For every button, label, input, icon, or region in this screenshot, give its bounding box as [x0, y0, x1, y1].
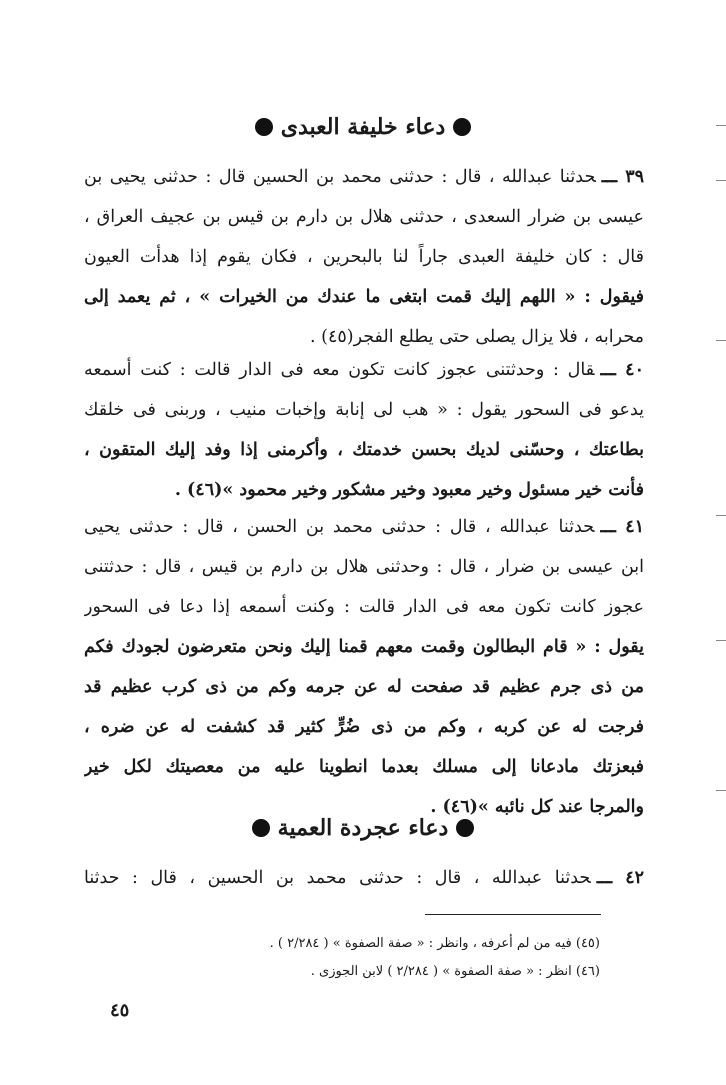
text-line: من ذى جرم عظيم قد صفحت له عن جرمه وكم من ذى كرب عظيم قد	[84, 677, 644, 697]
line-text: حدثنا عبدالله ، قال : حدثنى محمد بن الحسين ، قال : حدثنا	[84, 868, 591, 888]
text-line: فأنت خير مسئول وخير معبود وخير مشكور وخير محمود »(٤٦) .	[174, 480, 644, 500]
line-text: حدثنا عبدالله ، قال : حدثنى محمد بن الحسن ، قال : حدثنى يحيى	[84, 517, 595, 537]
text-line: عجوز كانت تكون معه فى الدار قالت : وكنت أسمعه إذا دعا فى السحور	[84, 597, 644, 617]
bullet-dot	[456, 819, 474, 837]
scan-mark	[716, 125, 726, 126]
paragraph-number: ٤٠ ـــ	[600, 360, 644, 380]
scan-mark	[716, 515, 726, 516]
paragraph-39	[84, 157, 644, 357]
line-text: حدثنا عبدالله ، قال : حدثنى محمد بن الحسين قال : حدثنى يحيى بن	[84, 167, 596, 187]
scan-mark	[716, 790, 726, 791]
text-line	[84, 858, 644, 898]
line-text: قال : وحدثتنى عجوز كانت تكون معه فى الدار قالت : كنت أسمعه	[84, 360, 595, 380]
text-line: فرجت له عن كربه ، وكم من ذى ضُرٍّ كثير قد كشفت له عن ضره ،	[84, 717, 644, 737]
paragraph-number: ٤١ ـــ	[600, 517, 644, 537]
scan-mark	[716, 340, 726, 341]
section-heading	[0, 107, 726, 147]
page-number: ٤٥	[110, 1000, 130, 1021]
paragraph-42	[84, 858, 644, 898]
text-line: بطاعتك ، وحسّنى لديك بحسن خدمتك ، وأكرمنى إذا وفد إليك المتقون ،	[84, 440, 644, 460]
scan-mark	[716, 180, 726, 181]
paragraph-41	[84, 507, 644, 827]
section-heading-text: دعاء عجردة العمية	[277, 815, 449, 841]
footnote: (٤٥) فيه من لم أعرفه ، وانظر : « صفة الصفوة » ( ٢/٢٨٤ ) .	[269, 936, 600, 951]
footnotes	[220, 930, 600, 986]
text-line	[84, 350, 644, 390]
text-line	[84, 507, 644, 547]
text-line: يدعو فى السحور يقول : « هب لى إنابة وإخبات منيب ، وربنى فى خلقك	[84, 400, 644, 420]
text-line: عيسى بن ضرار السعدى ، حدثنى هلال بن دارم بن قيس بن عجيف العراق ،	[84, 207, 644, 227]
text-line: يقول : « قام البطالون وقمت معهم قمنا إليك ونحن متعرضون لجودك فكم	[84, 637, 644, 657]
bullet-dot	[255, 118, 273, 136]
paragraph-number: ٣٩ ـــ	[601, 167, 644, 187]
text-line: محرابه ، فلا يزال يصلى حتى يطلع الفجر(٤٥) .	[310, 327, 644, 347]
footnote: (٤٦) انظر : « صفة الصفوة » ( ٢/٢٨٤ ) لابن الجوزى .	[310, 964, 600, 979]
bullet-dot	[252, 819, 270, 837]
bullet-dot	[453, 118, 471, 136]
section-heading-text: دعاء خليفة العبدى	[280, 114, 446, 140]
paragraph-number: ٤٢ ـــ	[596, 868, 644, 888]
text-line: والمرجا عند كل نائبه »(٤٦) .	[430, 797, 644, 817]
section-heading	[0, 808, 726, 848]
text-line: فبعزتك مادعانا إلى مسلك بعدما انطوينا عليه من معصيتك لكل خير	[84, 757, 644, 777]
text-line: قال : كان خليفة العبدى جاراً لنا بالبحرين ، فكان يقوم إذا هدأت العيون	[84, 247, 644, 267]
text-line: ابن عيسى بن ضرار ، قال : وحدثنى هلال بن دارم بن قيس ، قال : حدثتنى	[84, 557, 644, 577]
scan-mark	[716, 640, 726, 641]
paragraph-40	[84, 350, 644, 510]
text-line: فيقول : « اللهم إليك قمت ابتغى ما عندك من الخيرات » ، ثم يعمد إلى	[84, 287, 644, 307]
footnote-separator	[425, 914, 601, 915]
text-line	[84, 157, 644, 197]
